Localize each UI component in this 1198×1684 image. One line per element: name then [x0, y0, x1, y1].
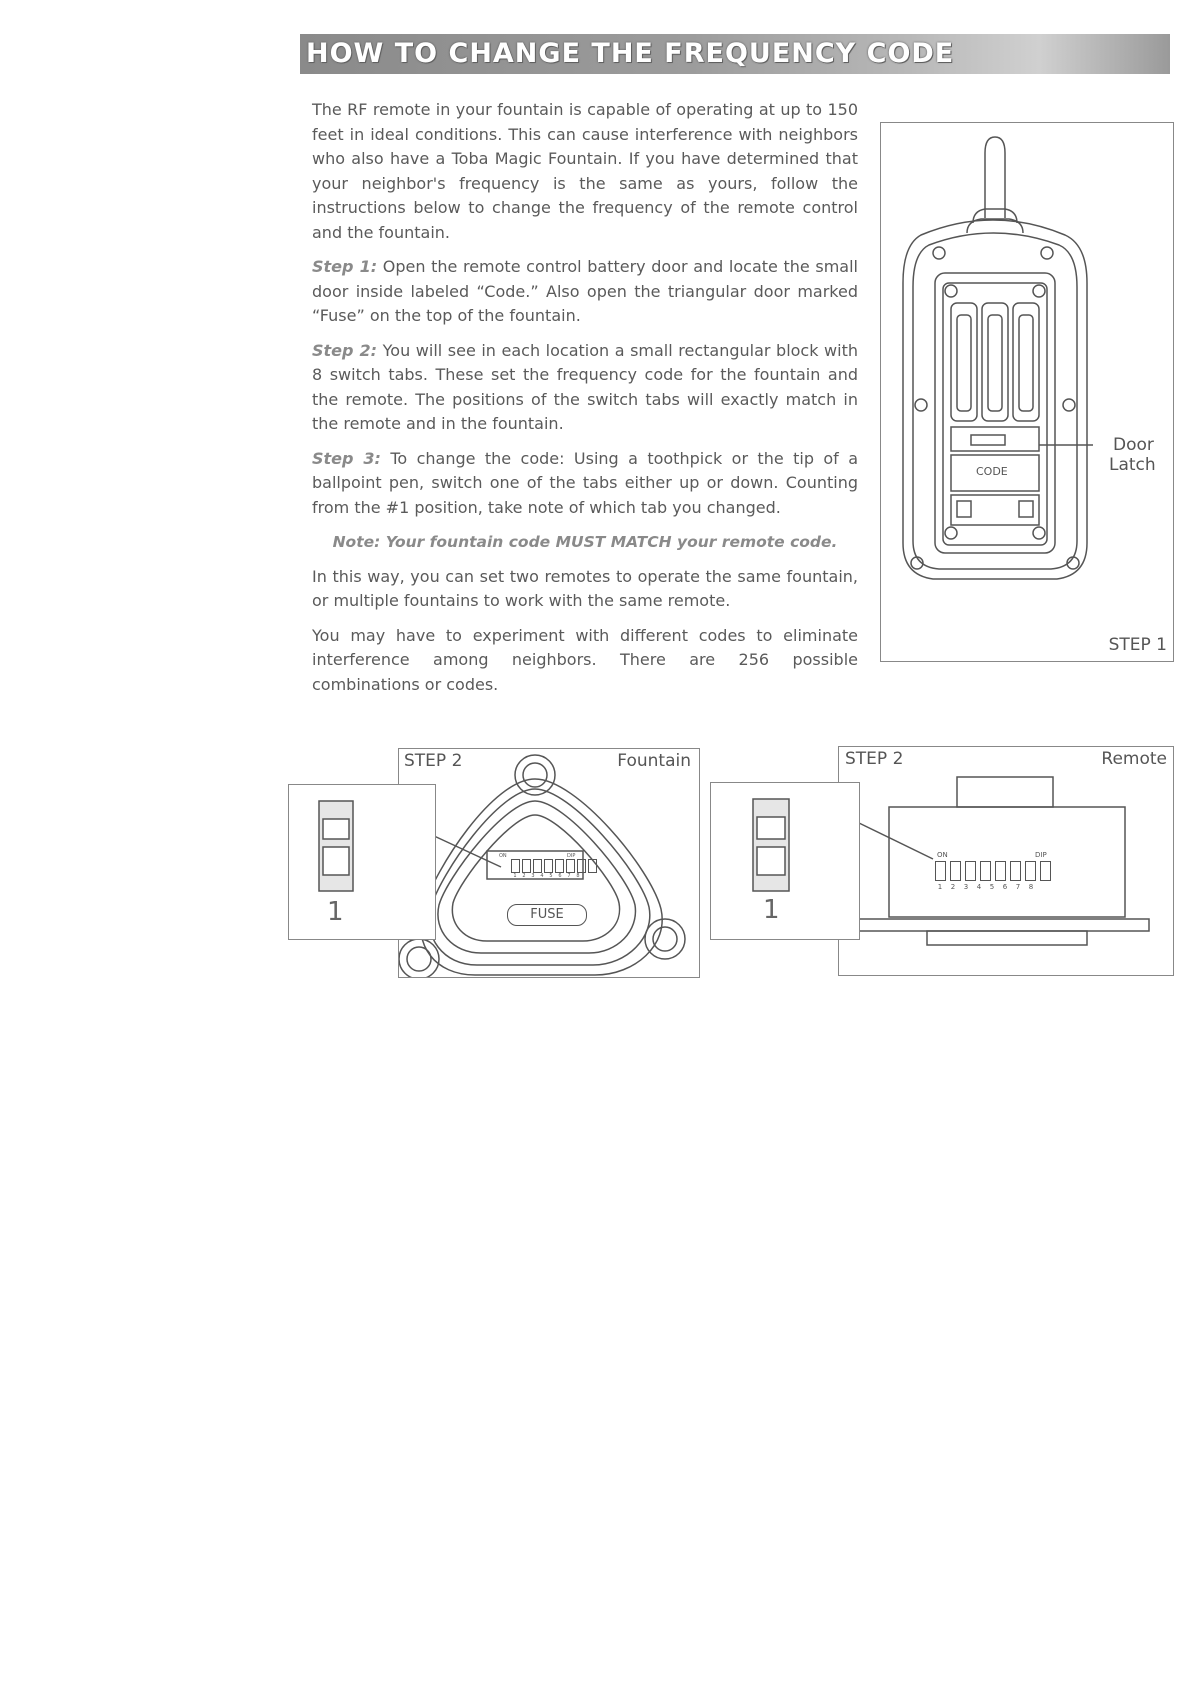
remote-control-illustration: [881, 123, 1173, 661]
dip-switch[interactable]: [577, 859, 586, 873]
step-2-paragraph: [312, 339, 858, 437]
switch-number: 8: [1028, 883, 1034, 891]
inset-number: 1: [763, 895, 780, 925]
remote-on-label: ON: [937, 851, 948, 859]
switch-number: 5: [549, 873, 553, 879]
dip-switch[interactable]: [965, 861, 976, 881]
page-title: HOW TO CHANGE THE FREQUENCY CODE: [306, 38, 955, 69]
switch-number: 3: [963, 883, 969, 891]
two-remotes-paragraph: In this way, you can set two remotes to operate the same fountain, or multiple fountains to work with the same remote.: [312, 566, 858, 610]
switch-number: 6: [1002, 883, 1008, 891]
step-3-paragraph: [312, 447, 858, 521]
fountain-dip-label: DIP: [567, 853, 576, 859]
instructions-text: [312, 98, 858, 707]
fountain-on-label: ON: [499, 853, 507, 859]
dip-switch[interactable]: [995, 861, 1006, 881]
latch-label: Latch: [1109, 455, 1156, 475]
dip-switch[interactable]: [1010, 861, 1021, 881]
switch-number: 2: [950, 883, 956, 891]
step1-figure: [880, 122, 1174, 662]
fountain-switch-numbers: [511, 873, 582, 879]
step1-caption: STEP 1: [1108, 635, 1167, 655]
switch-number: 7: [1015, 883, 1021, 891]
inset-number: 1: [327, 897, 344, 927]
dip-switch[interactable]: [1025, 861, 1036, 881]
switch-number: 3: [531, 873, 535, 879]
fuse-label: FUSE: [530, 907, 564, 922]
switch-number: 6: [558, 873, 562, 879]
dip-switch[interactable]: [566, 859, 575, 873]
switch-closeup-icon: [711, 783, 859, 939]
intro-paragraph: The RF remote in your fountain is capable of operating at up to 150 feet in ideal conditions. This can cause interference with neighbors who also have a Toba Magic Fountain. If you have determined that your neighbor's frequency is the same as yours, follow the instructions below to change the frequency of the remote control and the fountain.: [312, 100, 858, 242]
dip-switch[interactable]: [950, 861, 961, 881]
dip-switch[interactable]: [511, 859, 520, 873]
dip-switch[interactable]: [980, 861, 991, 881]
remote-switch-numbers: [935, 883, 1036, 891]
switch-number: 4: [540, 873, 544, 879]
fountain-step-caption: STEP 2: [404, 751, 463, 771]
step-2-lead: Step 2:: [312, 340, 378, 360]
step-1-text: Open the remote control battery door and locate the small door inside labeled “Code.” Also open the triangular door marked “Fuse” on the top of the fountain.: [312, 257, 858, 325]
dip-switch[interactable]: [935, 861, 946, 881]
step2-fountain-figure: [398, 748, 700, 978]
dip-switch[interactable]: [555, 859, 564, 873]
switch-number: 4: [976, 883, 982, 891]
fountain-switch-inset: [288, 784, 436, 940]
code-label: CODE: [976, 465, 1008, 478]
remote-title: Remote: [1101, 749, 1167, 769]
fountain-dip-switches: [511, 859, 597, 873]
experiment-paragraph: You may have to experiment with different codes to eliminate interference among neighbors. There are 256 possible combinations or codes.: [312, 625, 858, 694]
switch-closeup-icon: [289, 785, 435, 939]
note-text: Note: Your fountain code MUST MATCH your remote code.: [332, 533, 838, 551]
remote-step-caption: STEP 2: [845, 749, 904, 769]
dip-switch[interactable]: [1040, 861, 1051, 881]
dip-switch[interactable]: [522, 859, 531, 873]
step-2-text: You will see in each location a small rectangular block with 8 switch tabs. These set the frequency code for the fountain and the remote. The positions of the switch tabs will exactly match in the remote and in the fountain.: [312, 340, 859, 433]
step-3-text: To change the code: Using a toothpick or the tip of a ballpoint pen, switch one of the tabs either up or down. Counting from the #1 position, take note of which tab you changed.: [312, 448, 859, 517]
step-3-lead: Step 3:: [312, 448, 381, 468]
step-1-lead: Step 1:: [312, 257, 378, 276]
fuse-label-box: [507, 904, 587, 926]
door-label: Door: [1113, 435, 1154, 455]
remote-dip-switches: [935, 861, 1051, 881]
switch-number: 7: [567, 873, 571, 879]
dip-switch[interactable]: [588, 859, 597, 873]
step-1-paragraph: [312, 255, 858, 329]
fountain-title: Fountain: [617, 751, 691, 771]
switch-number: 1: [513, 873, 517, 879]
step2-remote-figure: [838, 746, 1174, 976]
remote-dip-label: DIP: [1035, 851, 1047, 859]
switch-number: 8: [576, 873, 580, 879]
dip-switch[interactable]: [544, 859, 553, 873]
switch-number: 5: [989, 883, 995, 891]
remote-switch-inset: [710, 782, 860, 940]
switch-number: 1: [937, 883, 943, 891]
switch-number: 2: [522, 873, 526, 879]
dip-switch[interactable]: [533, 859, 542, 873]
